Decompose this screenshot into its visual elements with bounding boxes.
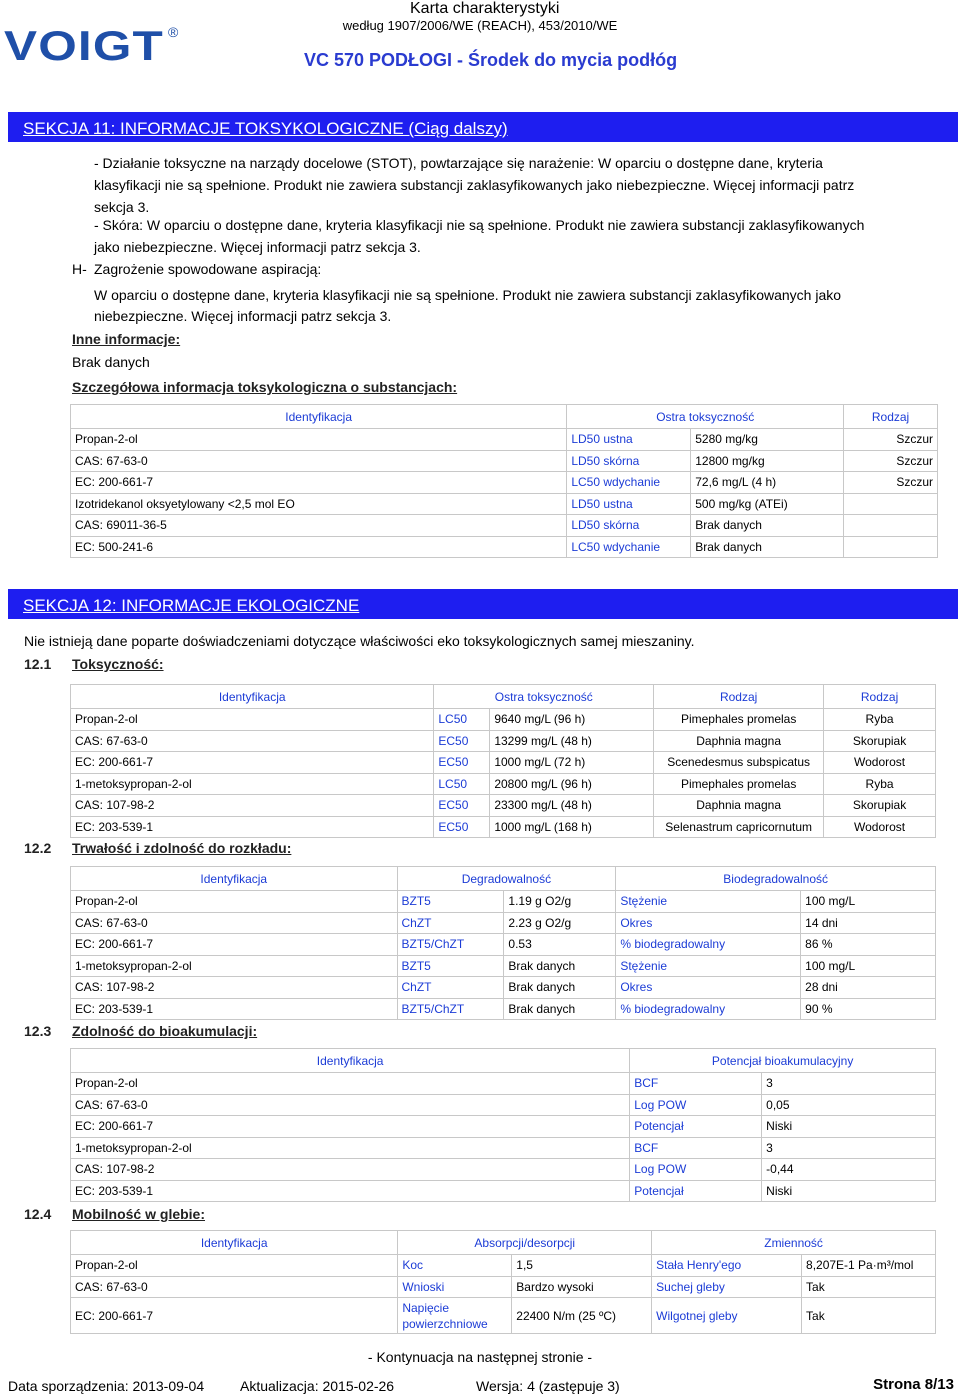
cell: 100 mg/L (801, 891, 936, 913)
cell: Stężenie (616, 955, 801, 977)
section-11-title: SEKCJA 11: INFORMACJE TOKSYKOLOGICZNE (Ciąg dalszy) (23, 119, 508, 138)
detail-tox-title: Szczegółowa informacja toksykologiczna o substancjach: (72, 379, 458, 395)
cell: LC50 (434, 709, 490, 731)
cell: Tak (802, 1276, 936, 1298)
table-row (71, 934, 936, 956)
cell: 1-metoksypropan-2-ol (71, 773, 434, 795)
cell: 86 % (801, 934, 936, 956)
cell: Szczur (844, 450, 938, 472)
s11-line-1: - Działanie toksyczne na narządy docelowe (STOT), powtarzające się narażenie: W oparciu o dostępne dane, kryteria (94, 155, 823, 171)
cell: CAS: 67-63-0 (71, 730, 434, 752)
cell: EC: 200-661-7 (71, 1116, 630, 1138)
cell: Daphnia magna (654, 730, 824, 752)
aspiration-title: Zagrożenie spowodowane aspiracją: (94, 261, 322, 277)
cell: 2.23 g O2/g (504, 912, 616, 934)
cell: Niski (762, 1116, 936, 1138)
cell: CAS: 67-63-0 (71, 912, 398, 934)
cell: EC50 (434, 752, 490, 774)
cell: LC50 wdychanie (567, 472, 691, 494)
s11-line-3: sekcja 3. (94, 199, 150, 215)
surface-tension-label-1: Napięcie (402, 1300, 450, 1315)
cell: Brak danych (504, 955, 616, 977)
cell: Wnioski (398, 1276, 512, 1298)
cell: Stała Henry'ego (652, 1255, 802, 1277)
cell: EC: 203-539-1 (71, 998, 398, 1020)
cell: Bardzo wysoki (512, 1276, 652, 1298)
cell: Log POW (630, 1094, 762, 1116)
s11-line-5: jako niebezpieczne. Więcej informacji patrz sekcja 3. (94, 239, 421, 255)
sub-12-4-number: 12.4 (24, 1206, 52, 1222)
th-biodegradability: Biodegradowalność (616, 867, 936, 891)
sub-12-4-title: Mobilność w glebie: (72, 1206, 206, 1222)
footer-update-date: Aktualizacja: 2015-02-26 (240, 1378, 395, 1394)
other-info-title: Inne informacje: (72, 331, 181, 347)
cell: Potencjał (630, 1180, 762, 1202)
cell: 0,05 (762, 1094, 936, 1116)
cell: Brak danych (691, 515, 844, 537)
s11-line-4: - Skóra: W oparciu o dostępne dane, kryteria klasyfikacji nie są spełnione. Produkt nie zawiera substancji zaklasyfikowanych (94, 217, 865, 233)
cell: BZT5/ChZT (397, 934, 504, 956)
cell: 3 (762, 1137, 936, 1159)
cell: BZT5 (397, 955, 504, 977)
cell: EC50 (434, 730, 490, 752)
h-marker: H- (72, 261, 87, 277)
cell: 1-metoksypropan-2-ol (71, 955, 398, 977)
cell: Szczur (844, 429, 938, 451)
cell (844, 493, 938, 515)
cell: Propan-2-ol (71, 709, 434, 731)
table-row (71, 816, 936, 838)
cell: 1000 mg/L (168 h) (490, 816, 654, 838)
cell: CAS: 67-63-0 (71, 1094, 630, 1116)
cell: CAS: 69011-36-5 (71, 515, 567, 537)
cell: LD50 skórna (567, 450, 691, 472)
cell: 0.53 (504, 934, 616, 956)
aspiration-line-1: W oparciu o dostępne dane, kryteria klasyfikacji nie są spełnione. Produkt nie zawiera substancji zaklasyfikowanych jako (94, 287, 842, 303)
th-identification: Identyfikacja (71, 1231, 398, 1255)
registered-mark: ® (168, 24, 179, 40)
th-identification: Identyfikacja (71, 405, 567, 429)
cell: 23300 mg/L (48 h) (490, 795, 654, 817)
cell: Ryba (824, 709, 936, 731)
table-row (71, 912, 936, 934)
cell: Brak danych (504, 977, 616, 999)
cell: EC: 200-661-7 (71, 1298, 398, 1334)
cell: Potencjał (630, 1116, 762, 1138)
table-row (71, 1159, 936, 1181)
cell: CAS: 67-63-0 (71, 1276, 398, 1298)
table-row (71, 493, 938, 515)
cell: Szczur (844, 472, 938, 494)
cell: 12800 mg/kg (691, 450, 844, 472)
table-row (71, 891, 936, 913)
table-row (71, 977, 936, 999)
cell: 90 % (801, 998, 936, 1020)
cell: Propan-2-ol (71, 1255, 398, 1277)
cell: LD50 skórna (567, 515, 691, 537)
cell: Okres (616, 977, 801, 999)
cell: EC: 203-539-1 (71, 1180, 630, 1202)
cell: -0,44 (762, 1159, 936, 1181)
cell: 20800 mg/L (96 h) (490, 773, 654, 795)
table-row (71, 1073, 936, 1095)
cell: Suchej gleby (652, 1276, 802, 1298)
cell: Okres (616, 912, 801, 934)
cell: BZT5/ChZT (397, 998, 504, 1020)
cell: 1.19 g O2/g (504, 891, 616, 913)
cell: Daphnia magna (654, 795, 824, 817)
cell: BCF (630, 1073, 762, 1095)
cell (844, 536, 938, 558)
product-name: VC 570 PODŁOGI - Środek do mycia podłóg (304, 50, 678, 70)
cell: Wodorost (824, 816, 936, 838)
surface-tension-label-2: powierzchniowe (402, 1316, 488, 1331)
table-row (71, 795, 936, 817)
table-row (71, 1137, 936, 1159)
cell: LD50 ustna (567, 493, 691, 515)
cell: Propan-2-ol (71, 891, 398, 913)
svg-text:VOIGT: VOIGT (4, 22, 164, 68)
cell: Propan-2-ol (71, 429, 567, 451)
section-11-header (8, 112, 958, 142)
sub-12-1-number: 12.1 (24, 656, 52, 672)
cell: EC: 203-539-1 (71, 816, 434, 838)
cell: 9640 mg/L (96 h) (490, 709, 654, 731)
regulation-reference: według 1907/2006/WE (REACH), 453/2010/WE (342, 18, 618, 33)
cell: ChZT (397, 912, 504, 934)
th-identification: Identyfikacja (71, 867, 398, 891)
cell: EC: 200-661-7 (71, 934, 398, 956)
cell: Pimephales promelas (654, 773, 824, 795)
soil-mobility-table (70, 1230, 936, 1334)
th-identification: Identyfikacja (71, 685, 434, 709)
cell: % biodegradowalny (616, 934, 801, 956)
cell: Niski (762, 1180, 936, 1202)
cell: 5280 mg/kg (691, 429, 844, 451)
cell: LD50 ustna (567, 429, 691, 451)
bioaccumulation-table (70, 1048, 936, 1202)
cell: Brak danych (691, 536, 844, 558)
cell (844, 515, 938, 537)
cell: 8,207E-1 Pa·m³/mol (802, 1255, 936, 1277)
cell: BZT5 (397, 891, 504, 913)
cell (398, 1298, 512, 1334)
cell: 14 dni (801, 912, 936, 934)
cell: ChZT (397, 977, 504, 999)
aspiration-line-2: niebezpieczne. Więcej informacji patrz sekcja 3. (94, 308, 392, 324)
section-12-header (8, 589, 958, 619)
document-title: Karta charakterystyki (410, 0, 560, 17)
table-row (71, 515, 938, 537)
cell: Pimephales promelas (654, 709, 824, 731)
table-row (71, 1116, 936, 1138)
cell: CAS: 107-98-2 (71, 977, 398, 999)
table-row (71, 429, 938, 451)
other-info-value: Brak danych (72, 354, 150, 370)
th-acute-toxicity: Ostra toksyczność (434, 685, 654, 709)
cell: Scenedesmus subspicatus (654, 752, 824, 774)
cell: BCF (630, 1137, 762, 1159)
cell: EC: 200-661-7 (71, 472, 567, 494)
sub-12-3-number: 12.3 (24, 1023, 52, 1039)
th-degradability: Degradowalność (397, 867, 616, 891)
cell: Propan-2-ol (71, 1073, 630, 1095)
table-row (71, 998, 936, 1020)
cell: EC50 (434, 795, 490, 817)
table-row (71, 709, 936, 731)
cell: EC: 500-241-6 (71, 536, 567, 558)
table-row (71, 1094, 936, 1116)
cell: 22400 N/m (25 ºC) (512, 1298, 652, 1334)
cell: Wodorost (824, 752, 936, 774)
table-row (71, 752, 936, 774)
tox-table (70, 404, 938, 558)
cell: 13299 mg/L (48 h) (490, 730, 654, 752)
cell: CAS: 107-98-2 (71, 1159, 630, 1181)
cell: Skorupiak (824, 795, 936, 817)
cell: Izotridekanol oksyetylowany <2,5 mol EO (71, 493, 567, 515)
cell: Log POW (630, 1159, 762, 1181)
th-absorption-desorption: Absorpcji/desorpcji (398, 1231, 652, 1255)
cell: Selenastrum capricornutum (654, 816, 824, 838)
cell: Tak (802, 1298, 936, 1334)
th-bioaccumulation-potential: Potencjał bioakumulacyjny (630, 1049, 936, 1073)
cell: Wilgotnej gleby (652, 1298, 802, 1334)
table-row (71, 1298, 936, 1334)
voigt-logo (2, 22, 184, 68)
cell: 1,5 (512, 1255, 652, 1277)
cell: LC50 wdychanie (567, 536, 691, 558)
section-12-title: SEKCJA 12: INFORMACJE EKOLOGICZNE (23, 596, 360, 615)
sub-12-1-title: Toksyczność: (72, 656, 164, 672)
table-row (71, 955, 936, 977)
th-species: Rodzaj (844, 405, 938, 429)
s11-line-2: klasyfikacji nie są spełnione. Produkt nie zawiera substancji zaklasyfikowanych jako niebezpieczne. Więcej informacji patrz (94, 177, 855, 193)
table-row (71, 472, 938, 494)
sub-12-2-title: Trwałość i zdolność do rozkładu: (72, 840, 292, 856)
footer-version: Wersja: 4 (zastępuje 3) (476, 1378, 620, 1394)
cell: Koc (398, 1255, 512, 1277)
toxicity-table (70, 684, 936, 838)
cell: CAS: 107-98-2 (71, 795, 434, 817)
cell: Skorupiak (824, 730, 936, 752)
th-acute-toxicity: Ostra toksyczność (567, 405, 844, 429)
table-row (71, 773, 936, 795)
s12-intro: Nie istnieją dane poparte doświadczeniami dotyczące właściwości eko toksykologicznych samej mieszaniny. (24, 633, 695, 649)
th-species: Rodzaj (654, 685, 824, 709)
cell: EC50 (434, 816, 490, 838)
sub-12-2-number: 12.2 (24, 840, 52, 856)
sub-12-3-title: Zdolność do bioakumulacji: (72, 1023, 258, 1039)
table-row (71, 1180, 936, 1202)
cell: 72,6 mg/L (4 h) (691, 472, 844, 494)
cell: Ryba (824, 773, 936, 795)
cell: CAS: 67-63-0 (71, 450, 567, 472)
continued-note: - Kontynuacja na następnej stronie - (367, 1349, 593, 1365)
cell: 1-metoksypropan-2-ol (71, 1137, 630, 1159)
cell: 28 dni (801, 977, 936, 999)
footer-creation-date: Data sporządzenia: 2013-09-04 (8, 1378, 205, 1394)
cell: 3 (762, 1073, 936, 1095)
cell: 100 mg/L (801, 955, 936, 977)
table-row (71, 1255, 936, 1277)
table-row (71, 1276, 936, 1298)
cell: % biodegradowalny (616, 998, 801, 1020)
footer-page-number: Strona 8/13 (873, 1376, 954, 1393)
cell: 500 mg/kg (ATEi) (691, 493, 844, 515)
th-identification: Identyfikacja (71, 1049, 630, 1073)
cell: EC: 200-661-7 (71, 752, 434, 774)
table-row (71, 450, 938, 472)
th-type: Rodzaj (824, 685, 936, 709)
table-row (71, 536, 938, 558)
table-row (71, 730, 936, 752)
degradability-table (70, 866, 936, 1020)
cell: Brak danych (504, 998, 616, 1020)
cell: LC50 (434, 773, 490, 795)
cell: 1000 mg/L (72 h) (490, 752, 654, 774)
cell: Stężenie (616, 891, 801, 913)
th-volatility: Zmienność (652, 1231, 936, 1255)
